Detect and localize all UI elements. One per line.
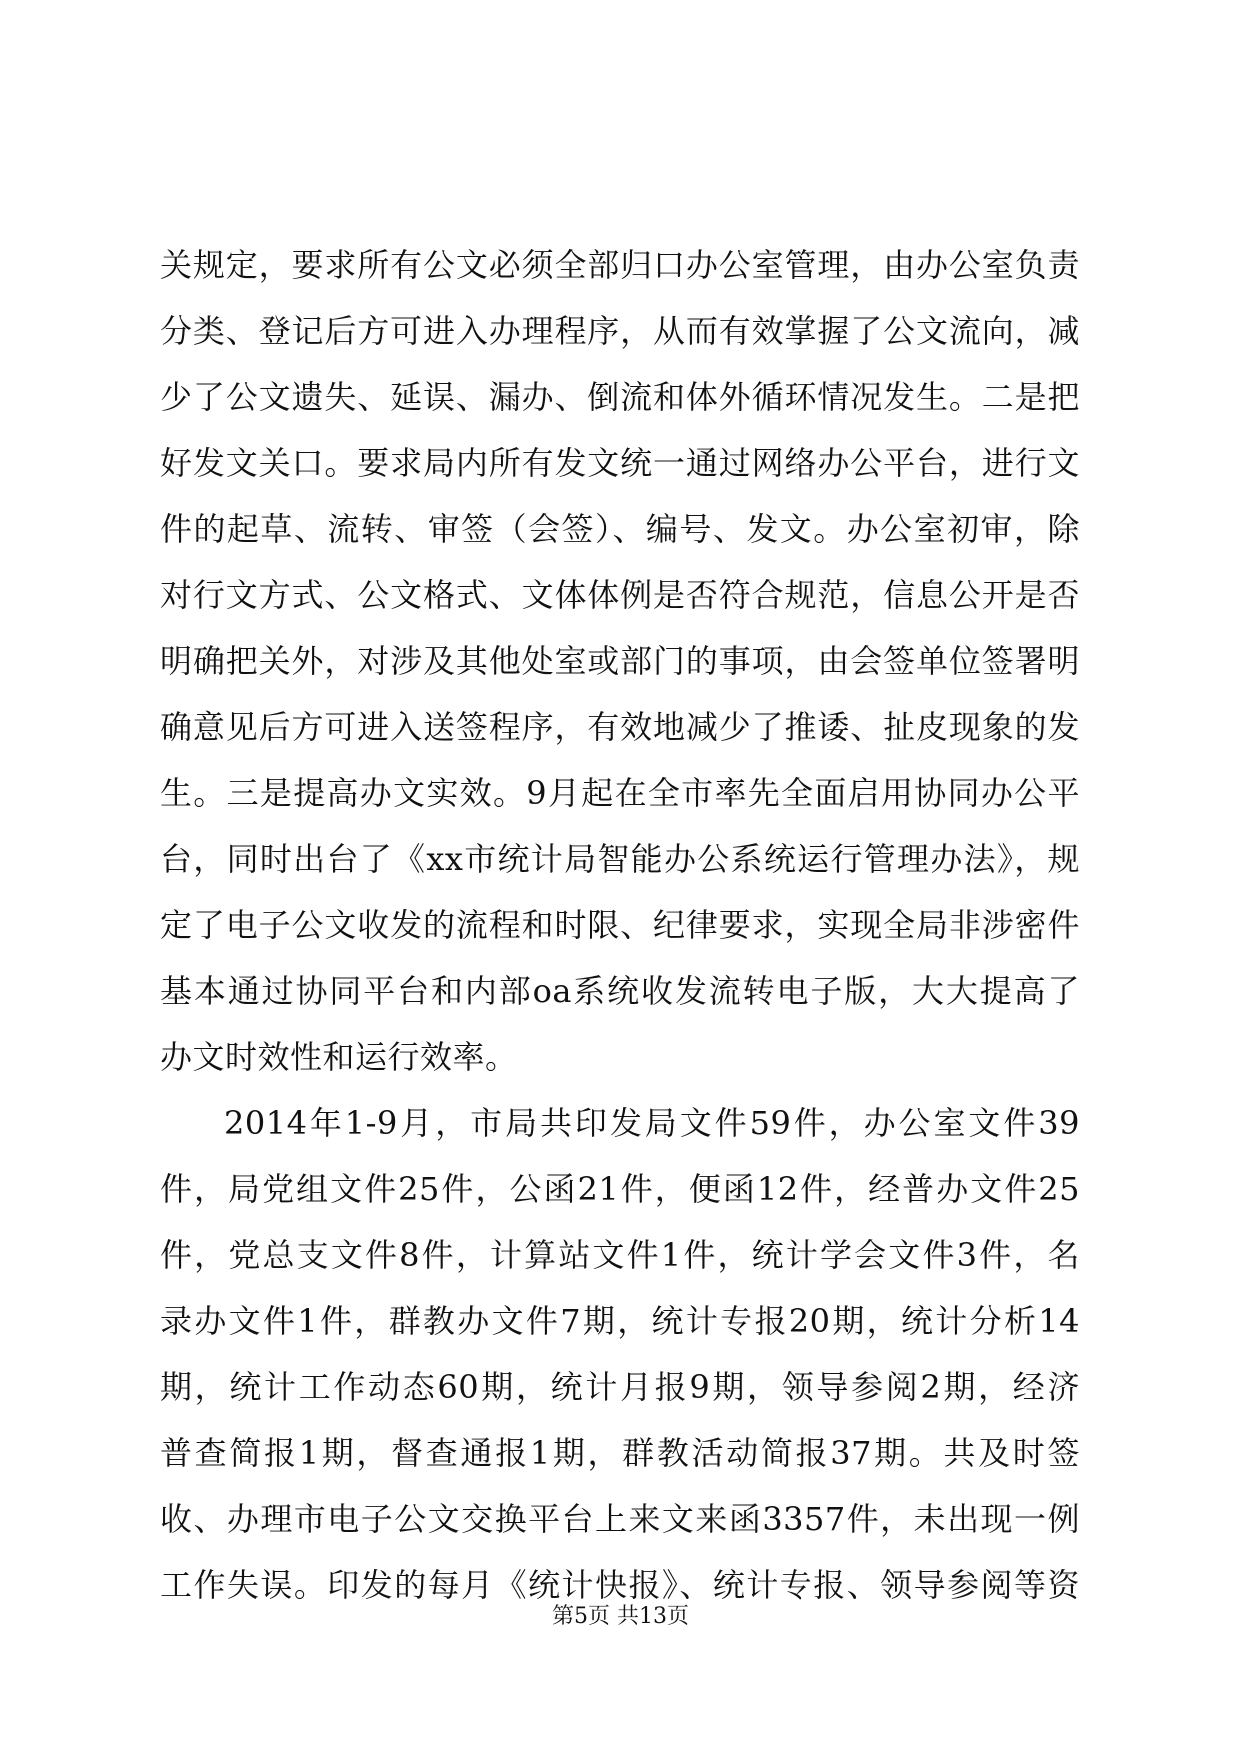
text-line: 台，同时出台了《xx市统计局智能办公系统运行管理办法》，规 (160, 840, 1080, 878)
text-line: 工作失误。印发的每月《统计快报》、统计专报、领导参阅等资 (160, 1566, 1080, 1604)
text-line: 件的起草、流转、审签（会签）、编号、发文。办公室初审，除 (160, 510, 1080, 548)
paragraph-first-line: 2014年1-9月，市局共印发局文件59件，办公室文件39 (224, 1104, 1080, 1142)
text-line: 确意见后方可进入送签程序，有效地减少了推诿、扯皮现象的发 (160, 708, 1080, 746)
text-line: 录办文件1件，群教办文件7期，统计专报20期，统计分析14 (160, 1302, 1080, 1340)
body-text (160, 232, 1080, 1618)
text-line: 定了电子公文收发的流程和时限、纪律要求，实现全局非涉密件 (160, 906, 1080, 944)
text-line: 分类、登记后方可进入办理程序，从而有效掌握了公文流向，减 (160, 312, 1080, 350)
text-line: 少了公文遗失、延误、漏办、倒流和体外循环情况发生。二是把 (160, 378, 1080, 416)
text-line: 办文时效性和运行效率。 (160, 1038, 518, 1076)
text-line: 件，党总支文件8件，计算站文件1件，统计学会文件3件，名 (160, 1236, 1080, 1274)
text-line: 收、办理市电子公文交换平台上来文来函3357件，未出现一例 (160, 1500, 1080, 1538)
text-line: 生。三是提高办文实效。9月起在全市率先全面启用协同办公平 (160, 774, 1080, 812)
text-line: 好发文关口。要求局内所有发文统一通过网络办公平台，进行文 (160, 444, 1080, 482)
text-line: 基本通过协同平台和内部oa系统收发流转电子版，大大提高了 (160, 972, 1080, 1010)
text-line: 明确把关外，对涉及其他处室或部门的事项，由会签单位签署明 (160, 642, 1080, 680)
text-line: 件，局党组文件25件，公函21件，便函12件，经普办文件25 (160, 1170, 1080, 1208)
text-line: 普查简报1期，督查通报1期，群教活动简报37期。共及时签 (160, 1434, 1080, 1472)
text-line: 对行文方式、公文格式、文体体例是否符合规范，信息公开是否 (160, 576, 1080, 614)
page-number-footer: 第5页 共13页 (552, 1604, 689, 1629)
text-line: 期，统计工作动态60期，统计月报9期，领导参阅2期，经济 (160, 1368, 1080, 1406)
text-line: 关规定，要求所有公文必须全部归口办公室管理，由办公室负责 (160, 246, 1080, 284)
